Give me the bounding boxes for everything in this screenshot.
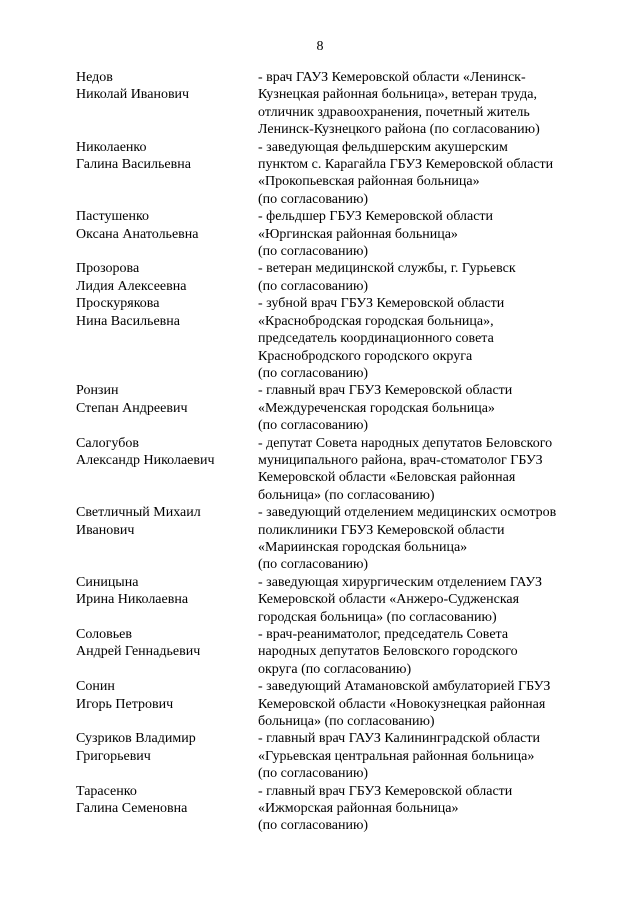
person-name: [76, 139, 258, 209]
person-description-line: пунктом с. Карагайла ГБУЗ Кемеровской области: [258, 157, 554, 173]
list-item: [76, 574, 596, 626]
list-item: [76, 678, 596, 730]
person-name: [76, 382, 258, 434]
person-description-line: - заведующая фельдшерским акушерским: [258, 139, 508, 155]
person-name-line: Тарасенко: [76, 783, 137, 799]
person-description: [258, 626, 596, 678]
person-description: [258, 295, 596, 382]
person-description-line: «Юргинская районная больница»: [258, 226, 458, 242]
person-description: [258, 69, 596, 139]
person-description-line: - главный врач ГБУЗ Кемеровской области: [258, 783, 513, 799]
person-name: [76, 730, 258, 782]
person-name: [76, 626, 258, 678]
person-description: [258, 783, 596, 835]
person-description: [258, 139, 596, 209]
person-name-line: Ронзин: [76, 383, 119, 399]
person-name-line: Игорь Петрович: [76, 696, 174, 712]
person-description-line: «Междуреченская городская больница»: [258, 400, 495, 416]
person-description-line: «Гурьевская центральная районная больница»: [258, 748, 535, 764]
person-description-line: - заведующий Атамановской амбулаторией ГБУЗ: [258, 679, 551, 695]
person-description-line: Кузнецкая районная больница», ветеран труда,: [258, 87, 537, 103]
person-name-line: Синицына: [76, 574, 139, 590]
person-description-line: отличник здравоохранения, почетный житель: [258, 104, 530, 120]
person-description-line: - врач ГАУЗ Кемеровской области «Ленинск-: [258, 70, 526, 85]
list-item: [76, 382, 596, 434]
person-description-line: округа (по согласованию): [258, 661, 412, 677]
person-name-line: Галина Васильевна: [76, 157, 191, 173]
person-description-line: - фельдшер ГБУЗ Кемеровской области: [258, 209, 494, 225]
person-description-line: Краснобродского городского округа: [258, 348, 473, 364]
list-item: [76, 260, 596, 295]
list-item: [76, 295, 596, 382]
person-description-line: председатель координационного совета: [258, 331, 494, 347]
person-description-line: больница» (по согласованию): [258, 714, 435, 730]
person-description-line: (по согласованию): [258, 244, 369, 260]
person-description-line: (по согласованию): [258, 766, 369, 782]
person-name: [76, 678, 258, 730]
person-description-line: Ленинск-Кузнецкого района (по согласованию): [258, 122, 540, 138]
person-description-line: - заведующая хирургическим отделением ГАУЗ: [258, 574, 543, 590]
list-item: [76, 69, 596, 139]
person-description: [258, 260, 596, 295]
person-description-line: Кемеровской области «Беловская районная: [258, 470, 516, 486]
page-number: 8: [316, 39, 324, 54]
person-name: [76, 260, 258, 295]
person-name: [76, 69, 258, 139]
person-description-line: (по согласованию): [258, 418, 369, 434]
person-description-line: «Прокопьевская районная больница»: [258, 174, 480, 190]
person-name-line: Сонин: [76, 679, 115, 695]
person-description-line: «Ижморская районная больница»: [258, 801, 459, 817]
person-description-line: (по согласованию): [258, 818, 369, 834]
person-description-line: (по согласованию): [258, 365, 369, 381]
list-item: [76, 435, 596, 505]
person-description-line: - главный врач ГАУЗ Калининградской области: [258, 731, 541, 747]
person-name-line: Ирина Николаевна: [76, 592, 189, 608]
list-item: [76, 139, 596, 209]
person-description: [258, 504, 596, 574]
person-name-line: Степан Андреевич: [76, 400, 188, 416]
person-description-line: поликлиники ГБУЗ Кемеровской области: [258, 522, 505, 538]
person-description-line: «Мариинская городская больница»: [258, 539, 468, 555]
person-description-line: муниципального района, врач-стоматолог ГБУЗ: [258, 452, 543, 468]
person-name-line: Нина Васильевна: [76, 313, 180, 329]
person-name: [76, 783, 258, 835]
person-description-line: Кемеровской области «Анжеро-Судженская: [258, 592, 520, 608]
members-list: [76, 69, 596, 835]
list-item: [76, 626, 596, 678]
list-item: [76, 730, 596, 782]
list-item: [76, 504, 596, 574]
person-description: [258, 574, 596, 626]
person-description-line: - врач-реаниматолог, председатель Совета: [258, 627, 509, 642]
person-name-line: Сузриков Владимир: [76, 731, 196, 747]
person-name-line: Александр Николаевич: [76, 452, 215, 468]
person-description-line: - зубной врач ГБУЗ Кемеровской области: [258, 296, 505, 312]
person-name-line: Галина Семеновна: [76, 801, 188, 817]
person-name: [76, 295, 258, 382]
person-description-line: народных депутатов Беловского городского: [258, 644, 518, 660]
person-name-line: Недов: [76, 70, 113, 85]
person-description-line: городская больница» (по согласованию): [258, 609, 497, 625]
person-description-line: - депутат Совета народных депутатов Беловского: [258, 435, 553, 451]
person-name-line: Салогубов: [76, 435, 139, 451]
person-name: [76, 574, 258, 626]
person-name: [76, 504, 258, 574]
person-description: [258, 678, 596, 730]
person-name: [76, 208, 258, 260]
person-description: [258, 382, 596, 434]
list-item: [76, 783, 596, 835]
person-name-line: Григорьевич: [76, 748, 151, 764]
person-name-line: Лидия Алексеевна: [76, 278, 187, 294]
person-description-line: - главный врач ГБУЗ Кемеровской области: [258, 383, 513, 399]
person-description-line: «Краснобродская городская больница»,: [258, 313, 494, 329]
person-name-line: Прозорова: [76, 261, 140, 277]
person-description-line: - ветеран медицинской службы, г. Гурьевск: [258, 261, 516, 277]
person-description-line: Кемеровской области «Новокузнецкая районная: [258, 696, 546, 712]
person-name-line: Соловьев: [76, 627, 132, 642]
person-description: [258, 730, 596, 782]
person-name-line: Николаенко: [76, 139, 147, 155]
person-description: [258, 208, 596, 260]
person-description-line: (по согласованию): [258, 191, 369, 207]
person-description-line: больница» (по согласованию): [258, 487, 435, 503]
person-description-line: (по согласованию): [258, 278, 369, 294]
person-name-line: Иванович: [76, 522, 135, 538]
person-name-line: Николай Иванович: [76, 87, 190, 103]
person-description-line: (по согласованию): [258, 557, 369, 573]
person-name-line: Светличный Михаил: [76, 505, 201, 521]
person-name: [76, 435, 258, 505]
person-name-line: Пастушенко: [76, 209, 150, 225]
person-name-line: Андрей Геннадьевич: [76, 644, 201, 660]
person-description: [258, 435, 596, 505]
person-name-line: Проскурякова: [76, 296, 160, 312]
list-item: [76, 208, 596, 260]
person-name-line: Оксана Анатольевна: [76, 226, 199, 242]
person-description-line: - заведующий отделением медицинских осмотров: [258, 505, 557, 521]
